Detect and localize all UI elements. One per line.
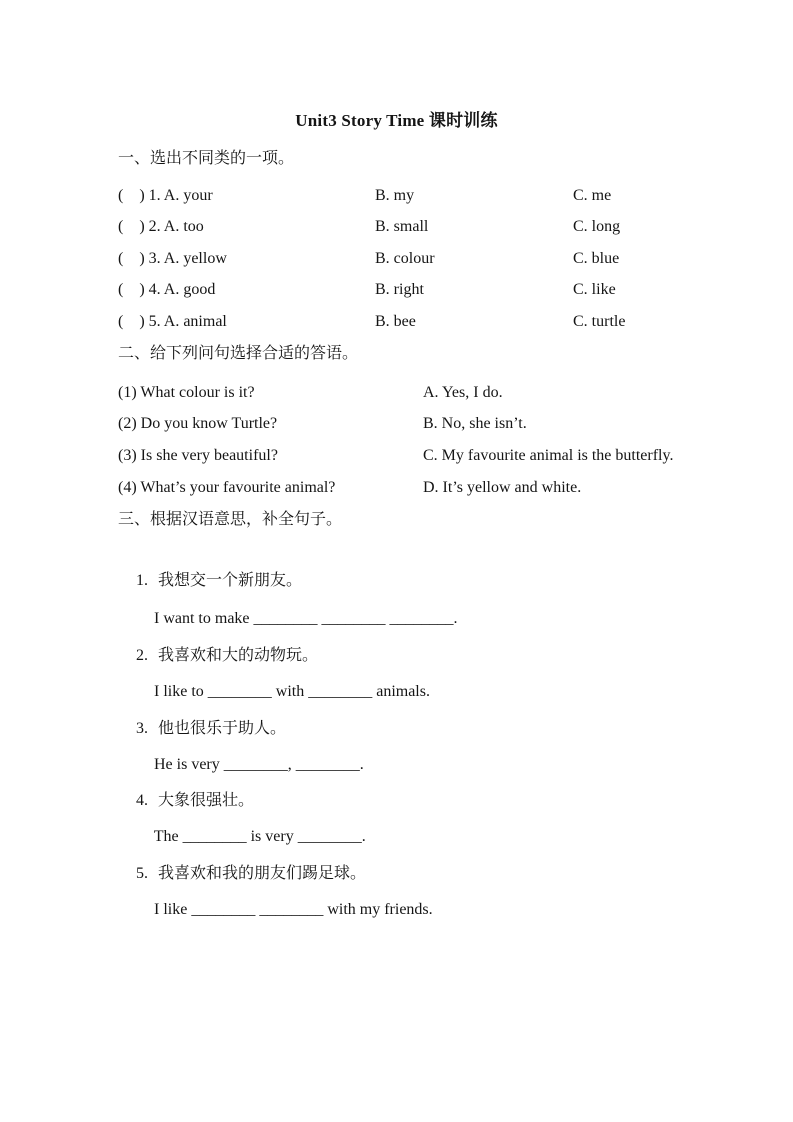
s1-r1-option-c: C. me xyxy=(573,187,612,204)
s3-i2-number: 2. xyxy=(136,647,148,664)
s3-i5-english-blank-sentence: I like ________ ________ with my friends. xyxy=(154,901,433,918)
s1-r2-option-a: ( ) 2. A. too xyxy=(118,218,204,235)
s3-i3-number: 3. xyxy=(136,720,148,737)
s3-i1-english-blank-sentence: I want to make ________ ________ ________. xyxy=(154,610,458,627)
section2-row-1 xyxy=(118,384,778,402)
section1-row-1 xyxy=(118,187,768,205)
s1-r5-option-a: ( ) 5. A. animal xyxy=(118,313,227,330)
s2-q2-question: (2) Do you know Turtle? xyxy=(118,415,278,432)
section1-row-5 xyxy=(118,313,768,331)
section1-row-4 xyxy=(118,281,768,299)
s1-r2-option-b: B. small xyxy=(375,218,429,235)
s3-i4-english-blank-sentence: The ________ is very ________. xyxy=(153,828,366,845)
s2-q4-question: (4) What’s your favourite animal? xyxy=(118,479,336,496)
section2-row-4 xyxy=(118,479,778,497)
s1-r2-option-c: C. long xyxy=(573,218,621,235)
s3-i2-english-blank-sentence: I like to ________ with ________ animals. xyxy=(154,683,430,700)
s3-i4-chinese-sentence: 大象很强壮。 xyxy=(158,792,255,809)
s2-q2-answer: B. No, she isn’t. xyxy=(423,415,527,432)
s1-r3-option-b: B. colour xyxy=(375,250,435,267)
section1-row-3 xyxy=(118,250,768,268)
s1-r5-option-c: C. turtle xyxy=(573,313,626,330)
section2-heading: 二、给下列问句选择合适的答语。 xyxy=(118,345,359,362)
section2-row-2 xyxy=(118,415,778,433)
s2-q3-answer: C. My favourite animal is the butterfly. xyxy=(423,447,674,464)
s3-i3-chinese-sentence: 他也很乐于助人。 xyxy=(158,720,287,737)
s1-r5-option-b: B. bee xyxy=(375,313,416,330)
s3-i1-number: 1. xyxy=(136,572,148,589)
s1-r1-option-b: B. my xyxy=(375,187,415,204)
section3-heading: 三、根据汉语意思，补全句子。 xyxy=(118,511,343,528)
section2-row-3 xyxy=(118,447,778,465)
section3-item-5-english xyxy=(138,883,433,937)
s3-i1-chinese-sentence: 我想交一个新朋友。 xyxy=(158,572,303,589)
s2-q1-answer: A. Yes, I do. xyxy=(423,384,503,401)
s1-r4-option-b: B. right xyxy=(375,281,424,298)
s3-i5-number: 5. xyxy=(136,865,148,882)
s1-r3-option-a: ( ) 3. A. yellow xyxy=(118,250,227,267)
s1-r3-option-c: C. blue xyxy=(573,250,620,267)
s1-r1-option-a: ( ) 1. A. your xyxy=(118,187,213,204)
section1-row-2 xyxy=(118,218,768,236)
s2-q3-question: (3) Is she very beautiful? xyxy=(118,447,278,464)
s3-i5-chinese-sentence: 我喜欢和我的朋友们踢足球。 xyxy=(158,865,367,882)
s3-i2-chinese-sentence: 我喜欢和大的动物玩。 xyxy=(158,647,319,664)
s1-r4-option-c: C. like xyxy=(573,281,616,298)
s2-q1-question: (1) What colour is it? xyxy=(118,384,255,401)
section1-heading: 一、选出不同类的一项。 xyxy=(118,150,295,167)
s3-i4-number: 4. xyxy=(136,792,148,809)
s3-i3-english-blank-sentence: He is very ________, ________. xyxy=(154,756,364,773)
s2-q4-answer: D. It’s yellow and white. xyxy=(423,479,582,496)
s1-r4-option-a: ( ) 4. A. good xyxy=(118,281,216,298)
worksheet-title: Unit3 Story Time 课时训练 xyxy=(295,111,498,130)
